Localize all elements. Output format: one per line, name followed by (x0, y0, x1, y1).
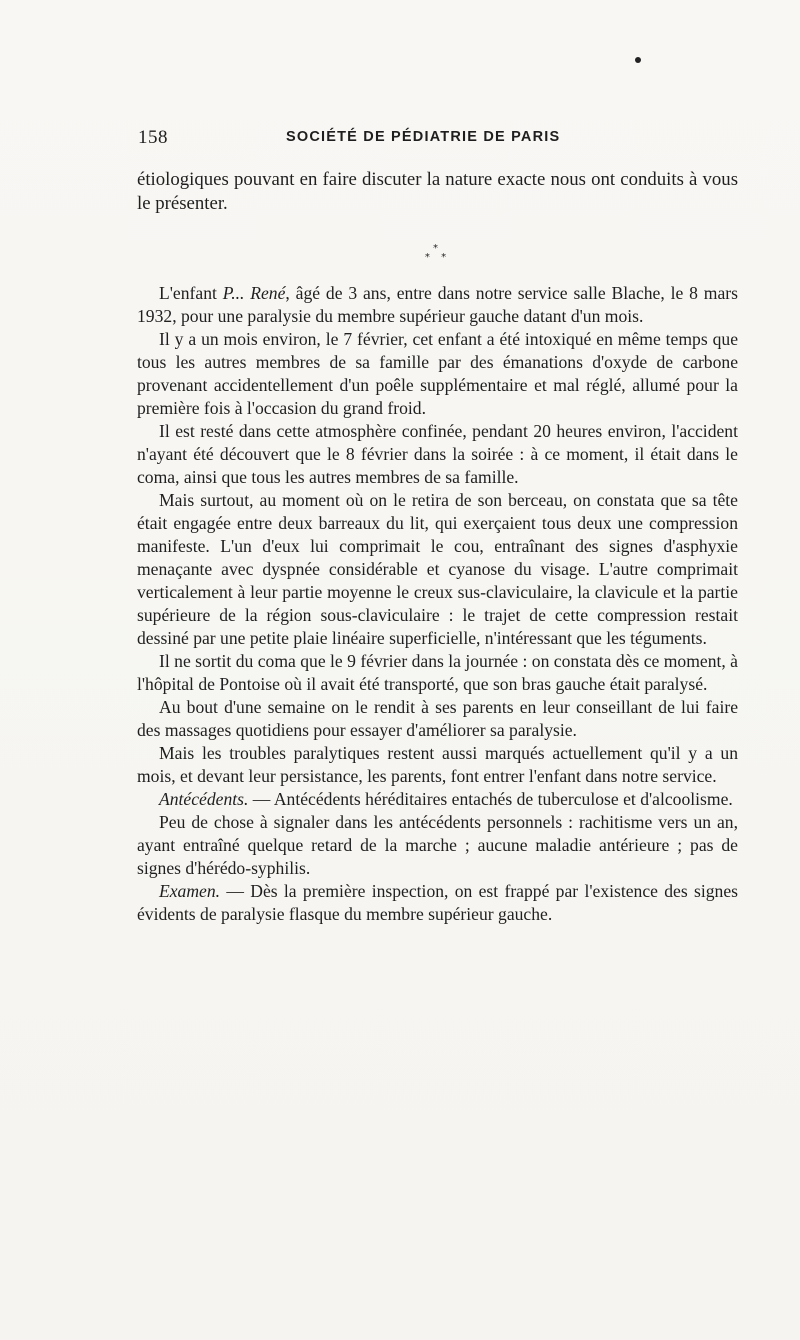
ink-speck (635, 57, 641, 63)
examen-text: — Dès la première inspection, on est frappé par l'existence des signes évidents de paralysie flasque du membre supérieur gauche. (137, 881, 738, 924)
paragraph-massages: Au bout d'une semaine on le rendit à ses parents en leur conseillant de lui faire des massages quotidiens pour essayer d'améliorer sa paralysie. (137, 697, 738, 740)
patient-intro-lead: L'enfant (159, 283, 223, 303)
antecedents-label: Antécédents. (159, 789, 249, 809)
paragraph-persistence: Mais les troubles paralytiques restent aussi marqués actuellement qu'il y a un mois, et devant leur persistance, les parents, font entrer l'enfant dans notre service. (137, 743, 738, 786)
page-body (137, 168, 738, 926)
paragraph-examen (137, 880, 738, 926)
asterism-divider (137, 216, 738, 282)
paragraph-paralysis: Il ne sortit du coma que le 9 février dans la journée : on constata dès ce moment, à l'hôpital de Pontoise où il avait été transporté, que son bras gauche était paralysé. (137, 651, 738, 694)
paragraph-compression: Mais surtout, au moment où on le retira de son berceau, on constata que sa tête était engagée entre deux barreaux du lit, qui exerçaient tous deux une compression manifeste. L'un d'eux lui comprimait le cou, entraînant des signes d'asphyxie menaçante avec dyspnée considérable et cyanose du visage. L'autre comprimait verticalement à leur partie moyenne le creux sus-claviculaire, la clavicule et la partie supérieure de la région sous-claviculaire : le trajet de cette compression restait dessiné par une petite plaie linéaire superficielle, n'intéressant que les téguments. (137, 490, 738, 648)
asterism-bottom: * * (424, 252, 451, 263)
asterism-top: * (433, 243, 442, 254)
paragraph-antecedents (137, 788, 738, 811)
patient-intro-rest: , âgé de 3 ans, entre dans notre service salle Blache, le 8 mars 1932, pour une paralysie du membre supérieur gauche datant d'un mois. (137, 283, 738, 326)
antecedents-text: — Antécédents héréditaires entachés de tuberculose et d'alcoolisme. (248, 789, 733, 809)
paragraph-continuation: étiologiques pouvant en faire discuter la nature exacte nous ont conduits à vous le présenter. (137, 169, 738, 214)
page-number: 158 (138, 127, 168, 148)
paragraph-coma: Il est resté dans cette atmosphère confinée, pendant 20 heures environ, l'accident n'ayant été découvert que le 8 février dans la soirée : à ce moment, il était dans le coma, ainsi que tous les autres membres de sa famille. (137, 421, 738, 487)
running-head: SOCIÉTÉ DE PÉDIATRIE DE PARIS (286, 129, 561, 145)
page-header (138, 127, 738, 151)
paragraph-patient-intro (137, 282, 738, 328)
examen-label: Examen. (159, 881, 221, 901)
paragraph-intoxication: Il y a un mois environ, le 7 février, cet enfant a été intoxiqué en même temps que tous les autres membres de sa famille par des émanations d'oxyde de carbone provenant accidentellement d'un poêle supplémentaire et mal réglé, allumé pour la première fois à l'occasion du grand froid. (137, 329, 738, 418)
patient-name: P... René (222, 283, 286, 303)
paragraph-personal-history: Peu de chose à signaler dans les antécédents personnels : rachitisme vers un an, ayant entraîné quelque retard de la marche ; aucune maladie antérieure ; pas de signes d'hérédo-syphilis. (137, 812, 738, 878)
